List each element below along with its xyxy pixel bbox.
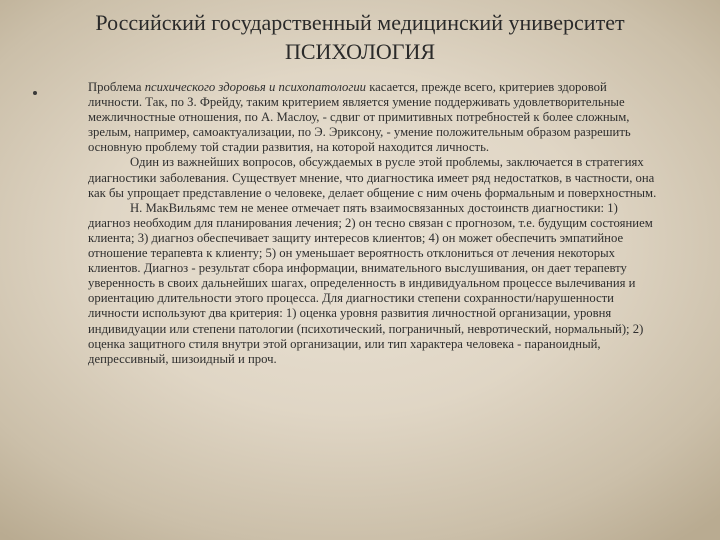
paragraph-1-rest: касается, прежде всего, критериев здоровой личности. Так, по З. Фрейду, таким критерием является умение поддерживать удовлетворительные межличностные отношения, по А. Маслоу, - сдвиг от примитивных потребностей к более сложным, зрелым, например, самоактуализации, по Э. Эриксону, - умение положительным образом разрешить основную проблему той стадии развития, на которой находится личность. [88, 80, 631, 155]
university-title: Российский государственный медицинский университет [95, 10, 625, 35]
paragraph-1-emphasis: психического здоровья и психопатологии [144, 80, 367, 94]
slide-title [60, 8, 660, 66]
bullet-icon [33, 91, 37, 95]
paragraph-1-lead: Проблема [88, 80, 145, 94]
paragraph-2: Один из важнейших вопросов, обсуждаемых в русле этой проблемы, заключается в стратегиях диагностики заболевания. Существует мнение, что диагностика имеет ряд недостатков, в частности, она как бы упрощает представление о человеке, делает общение с ним очень формальным и поверхностным. [88, 155, 657, 200]
paragraph-3: Н. МакВильямс тем не менее отмечает пять взаимосвязанных достоинств диагностики: 1) диагноз необходим для планирования лечения; 2) он тесно связан с прогнозом, т.е. будущим состоянием клиента; 3) диагноз обеспечивает защиту интересов клиентов; 4) он может обеспечить эмпатийное отношение терапевта к клиенту; 5) он уменьшает вероятность отклониться от лечения некоторых клиентов. Диагноз - результат сбора информации, внимательного выслушивания, он дает терапевту уверенность в своих дальнейших шагах, определенность в индивидуальном процессе вылечивания и ориентацию длительности этого процесса. Для диагностики степени сохранности/нарушенности личности используют два критерия: 1) оценка уровня развития личностной организации, уровня индивидуации или степени патологии (психотический, пограничный, невротический, нормальный); 2) оценка защитного стиля внутри этой организации, или тип характера человека - параноидный, депрессивный, шизоидный и проч. [88, 200, 653, 366]
subject-title: ПСИХОЛОГИЯ [284, 39, 436, 64]
body-text [88, 80, 658, 367]
paragraph-1 [88, 80, 658, 155]
